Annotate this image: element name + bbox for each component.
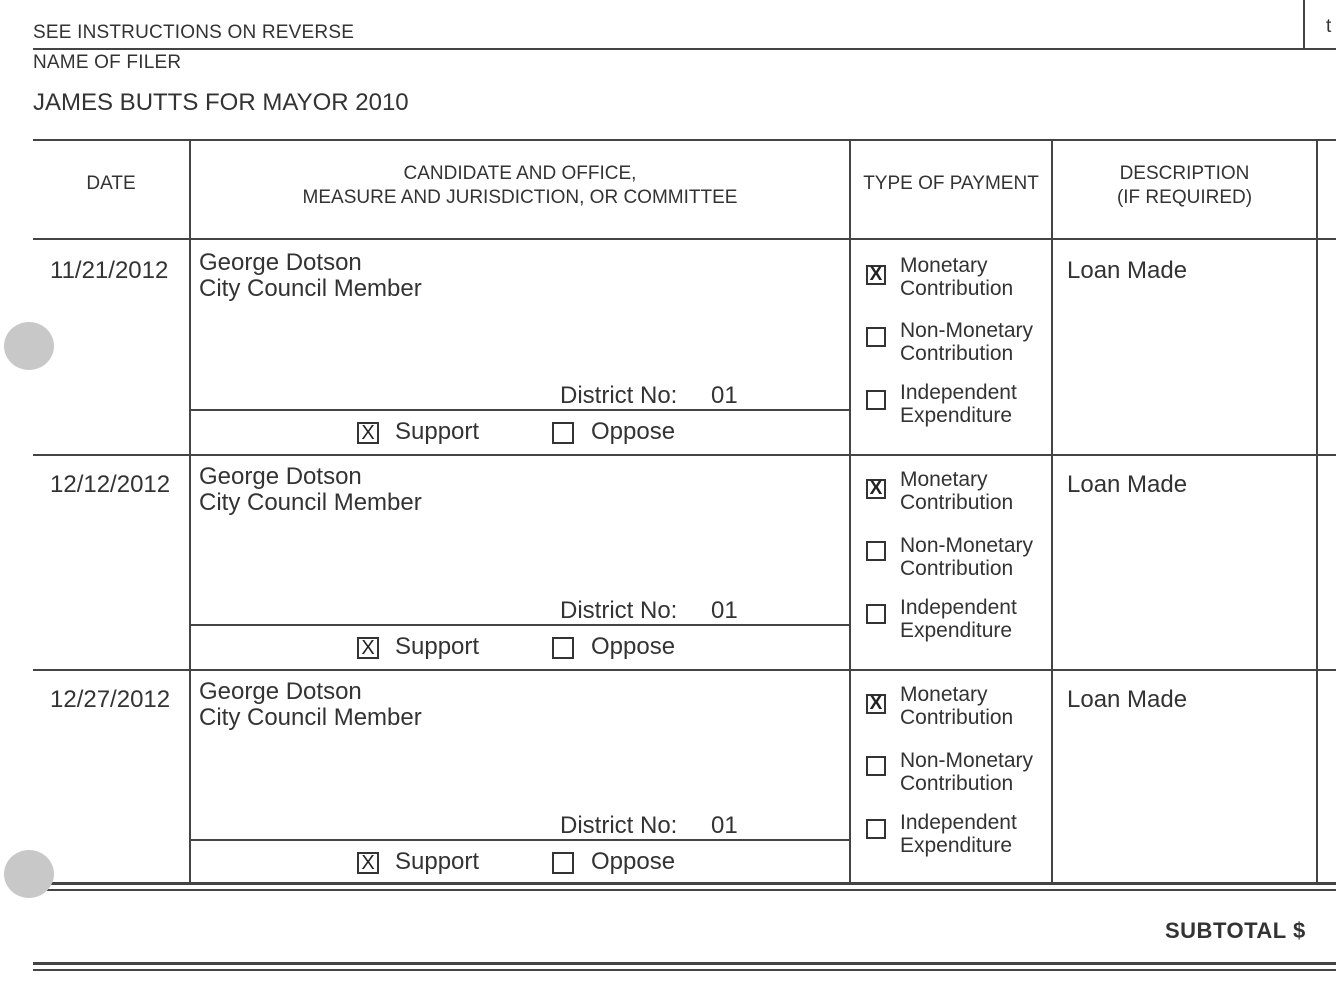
instructions-note: SEE INSTRUCTIONS ON REVERSE xyxy=(33,22,355,43)
candidate-name: George Dotson xyxy=(199,463,362,490)
oppose-label: Oppose xyxy=(591,633,676,660)
payment-line: Non-Monetary xyxy=(900,534,1034,557)
table-header-rule xyxy=(33,238,1336,240)
payment-line: Non-Monetary xyxy=(900,319,1034,342)
support-label: Support xyxy=(395,848,480,875)
footer-rule xyxy=(33,962,1336,965)
candidate-column-header xyxy=(191,162,849,210)
row-description: Loan Made xyxy=(1067,471,1188,498)
column-divider xyxy=(189,139,191,884)
monetary-label xyxy=(900,683,1013,729)
column-divider xyxy=(1051,139,1053,884)
candidate-name: George Dotson xyxy=(199,678,362,705)
table-bottom-rule xyxy=(33,882,1336,885)
support-rule xyxy=(191,839,849,841)
monetary-label xyxy=(900,468,1013,514)
description-header-line2: (IF REQUIRED) xyxy=(1116,187,1253,208)
filer-name: JAMES BUTTS FOR MAYOR 2010 xyxy=(33,89,409,116)
payment-line: Contribution xyxy=(900,557,1014,580)
corner-mark: t xyxy=(1326,16,1332,37)
district-label: District No: xyxy=(560,812,678,839)
oppose-checkbox[interactable] xyxy=(552,637,574,659)
district-label: District No: xyxy=(560,382,678,409)
district-number: 01 xyxy=(711,812,738,839)
monetary-checkbox[interactable]: X xyxy=(866,694,886,714)
date-column-header: DATE xyxy=(86,173,136,194)
payment-line: Monetary xyxy=(900,468,988,491)
support-label: Support xyxy=(395,418,480,445)
candidate-header-line2: MEASURE AND JURISDICTION, OR COMMITTEE xyxy=(302,187,738,208)
district-label: District No: xyxy=(560,597,678,624)
payment-line: Expenditure xyxy=(900,404,1013,427)
support-rule xyxy=(191,409,849,411)
payment-line: Independent xyxy=(900,381,1017,404)
description-header-line1: DESCRIPTION xyxy=(1119,163,1250,184)
independent-checkbox[interactable] xyxy=(866,604,886,624)
table-top-rule xyxy=(33,139,1336,141)
nonmonetary-label xyxy=(900,319,1033,365)
candidate-name: George Dotson xyxy=(199,249,362,276)
monetary-checkbox[interactable]: X xyxy=(866,479,886,499)
monetary-label xyxy=(900,254,1013,300)
row-date: 11/21/2012 xyxy=(50,257,169,284)
payment-line: Independent xyxy=(900,811,1017,834)
district-number: 01 xyxy=(711,382,738,409)
punch-hole xyxy=(4,850,54,898)
nonmonetary-checkbox[interactable] xyxy=(866,327,886,347)
payment-line: Contribution xyxy=(900,772,1014,795)
independent-label xyxy=(900,381,1017,427)
row-date: 12/27/2012 xyxy=(50,686,171,713)
oppose-checkbox[interactable] xyxy=(552,852,574,874)
column-divider xyxy=(849,139,851,884)
subtotal-label: SUBTOTAL $ xyxy=(1165,918,1306,943)
table-bottom-rule-double xyxy=(33,889,1336,891)
district-number: 01 xyxy=(711,597,738,624)
support-rule xyxy=(191,624,849,626)
payment-line: Expenditure xyxy=(900,834,1013,857)
payment-line: Non-Monetary xyxy=(900,749,1034,772)
candidate-office: City Council Member xyxy=(199,489,422,516)
independent-label xyxy=(900,811,1017,857)
oppose-checkbox[interactable] xyxy=(552,422,574,444)
filer-label: NAME OF FILER xyxy=(33,52,182,73)
payment-line: Monetary xyxy=(900,254,988,277)
support-checkbox[interactable]: X xyxy=(357,637,379,659)
payment-line: Expenditure xyxy=(900,619,1013,642)
support-label: Support xyxy=(395,633,480,660)
monetary-checkbox[interactable]: X xyxy=(866,265,886,285)
payment-line: Monetary xyxy=(900,683,988,706)
column-divider xyxy=(1316,139,1318,884)
payment-line: Contribution xyxy=(900,706,1014,729)
row-date: 12/12/2012 xyxy=(50,471,171,498)
payment-line: Contribution xyxy=(900,491,1014,514)
independent-label xyxy=(900,596,1017,642)
oppose-label: Oppose xyxy=(591,848,676,875)
oppose-label: Oppose xyxy=(591,418,676,445)
nonmonetary-checkbox[interactable] xyxy=(866,756,886,776)
punch-hole xyxy=(4,322,54,370)
payment-line: Contribution xyxy=(900,277,1014,300)
footer-rule-double xyxy=(33,969,1336,971)
independent-checkbox[interactable] xyxy=(866,819,886,839)
support-checkbox[interactable]: X xyxy=(357,852,379,874)
payment-line: Independent xyxy=(900,596,1017,619)
candidate-office: City Council Member xyxy=(199,275,422,302)
row-description: Loan Made xyxy=(1067,257,1188,284)
candidate-office: City Council Member xyxy=(199,704,422,731)
nonmonetary-label xyxy=(900,749,1033,795)
row-description: Loan Made xyxy=(1067,686,1188,713)
description-column-header xyxy=(1053,162,1316,210)
header-corner-rule xyxy=(1303,0,1305,48)
payment-line: Contribution xyxy=(900,342,1014,365)
independent-checkbox[interactable] xyxy=(866,390,886,410)
nonmonetary-label xyxy=(900,534,1033,580)
header-rule xyxy=(33,48,1336,50)
candidate-header-line1: CANDIDATE AND OFFICE, xyxy=(403,163,637,184)
row-divider xyxy=(33,669,1336,671)
support-checkbox[interactable]: X xyxy=(357,422,379,444)
row-divider xyxy=(33,454,1336,456)
nonmonetary-checkbox[interactable] xyxy=(866,541,886,561)
payment-column-header: TYPE OF PAYMENT xyxy=(863,173,1039,194)
